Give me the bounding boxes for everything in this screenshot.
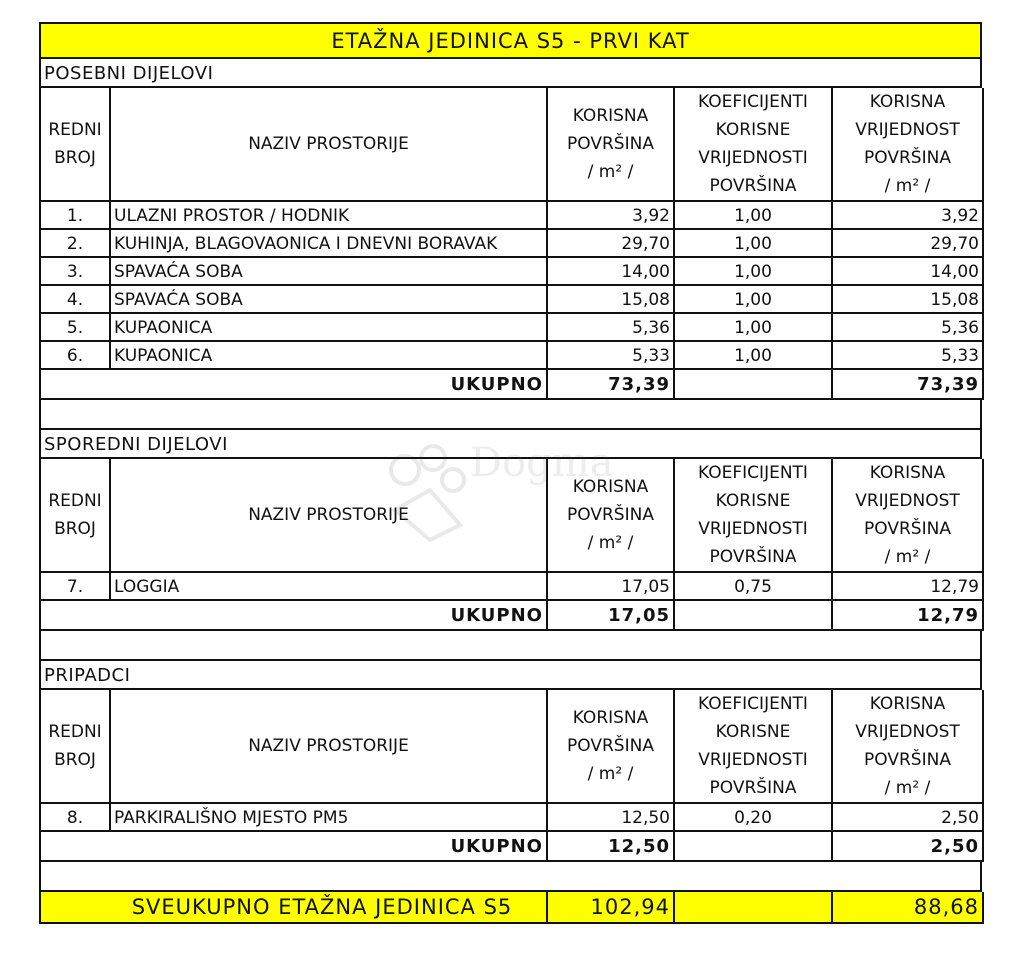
section-heading: POSEBNI DIJELOVI — [39, 59, 982, 88]
header-vrij-line1: KORISNA — [869, 694, 946, 714]
header-vrij-line3: POVRŠINA — [864, 519, 951, 539]
total-label: UKUPNO — [40, 600, 547, 630]
header-korisna-line2: POVRŠINA — [567, 134, 654, 154]
header-koef-line4: POVRŠINA — [709, 778, 797, 798]
row-number: 6. — [40, 341, 110, 369]
row-room-name: SPAVAĆA SOBA — [110, 257, 547, 285]
watermark-text: Dogma — [470, 440, 614, 486]
header-vrij-line1: KORISNA — [869, 92, 946, 112]
header-vrij-line3: POVRŠINA — [864, 148, 951, 168]
total-value: 73,39 — [832, 369, 983, 399]
total-area: 12,50 — [547, 831, 674, 861]
header-koef-line1: KOEFICIJENTI — [698, 694, 808, 714]
total-coef — [674, 369, 832, 399]
header-korisna-povrsina — [547, 88, 674, 201]
header-korisna-vrijednost — [832, 459, 983, 572]
grand-total-row — [40, 892, 983, 923]
row-area: 5,33 — [547, 341, 674, 369]
header-koef-line4: POVRŠINA — [709, 176, 797, 196]
header-row — [40, 690, 983, 803]
grand-total-table — [39, 892, 984, 924]
header-korisna-line3: / m² / — [587, 764, 634, 784]
row-coefficient: 1,00 — [674, 201, 832, 229]
row-area: 15,08 — [547, 285, 674, 313]
header-redni: REDNI — [48, 491, 102, 511]
header-vrij-line2: VRIJEDNOST — [855, 491, 960, 511]
header-koef-line3: VRIJEDNOSTI — [698, 148, 808, 168]
header-redni: REDNI — [48, 722, 102, 742]
total-area: 73,39 — [547, 369, 674, 399]
table-row — [40, 285, 983, 313]
row-area: 5,36 — [547, 313, 674, 341]
spacer-row — [39, 862, 982, 892]
header-koef-line2: KORISNE — [715, 120, 791, 140]
table-row — [40, 341, 983, 369]
row-coefficient: 1,00 — [674, 285, 832, 313]
header-koef-line1: KOEFICIJENTI — [698, 463, 808, 483]
row-area: 17,05 — [547, 572, 674, 600]
row-room-name: KUPAONICA — [110, 341, 547, 369]
header-vrij-line2: VRIJEDNOST — [855, 722, 960, 742]
row-number: 8. — [40, 803, 110, 831]
row-area: 14,00 — [547, 257, 674, 285]
header-korisna-povrsina — [547, 459, 674, 572]
header-korisna-vrijednost — [832, 88, 983, 201]
row-number: 5. — [40, 313, 110, 341]
header-korisna-vrijednost — [832, 690, 983, 803]
row-room-name: PARKIRALIŠNO MJESTO PM5 — [110, 803, 547, 831]
row-value: 14,00 — [832, 257, 983, 285]
header-korisna-line1: KORISNA — [572, 106, 649, 126]
total-coef — [674, 600, 832, 630]
grand-total-value: 88,68 — [832, 892, 983, 923]
table-row — [40, 803, 983, 831]
row-room-name: SPAVAĆA SOBA — [110, 285, 547, 313]
header-koef-line3: VRIJEDNOSTI — [698, 519, 808, 539]
header-vrij-line3: POVRŠINA — [864, 750, 951, 770]
header-broj: BROJ — [54, 750, 96, 770]
header-korisna-line2: POVRŠINA — [567, 736, 654, 756]
header-vrij-line2: VRIJEDNOST — [855, 120, 960, 140]
document-title: ETAŽNA JEDINICA S5 - PRVI KAT — [39, 22, 982, 59]
header-koef-line2: KORISNE — [715, 491, 791, 511]
total-row — [40, 600, 983, 630]
row-number: 4. — [40, 285, 110, 313]
header-koef-line4: POVRŠINA — [709, 547, 797, 567]
header-koef-line2: KORISNE — [715, 722, 791, 742]
row-room-name: KUHINJA, BLAGOVAONICA I DNEVNI BORAVAK — [110, 229, 547, 257]
row-coefficient: 1,00 — [674, 313, 832, 341]
header-redni-broj — [40, 459, 110, 572]
row-room-name: ULAZNI PROSTOR / HODNIK — [110, 201, 547, 229]
header-naziv: NAZIV PROSTORIJE — [110, 690, 547, 803]
total-coef — [674, 831, 832, 861]
header-broj: BROJ — [54, 519, 96, 539]
spacer-row — [39, 631, 982, 661]
row-coefficient: 0,75 — [674, 572, 832, 600]
row-value: 2,50 — [832, 803, 983, 831]
table-row — [40, 313, 983, 341]
total-row — [40, 369, 983, 399]
row-area: 3,92 — [547, 201, 674, 229]
row-area: 12,50 — [547, 803, 674, 831]
section-heading: PRIPADCI — [39, 661, 982, 690]
total-label: UKUPNO — [40, 369, 547, 399]
header-koeficijenti — [674, 690, 832, 803]
row-value: 5,33 — [832, 341, 983, 369]
grand-total-label: SVEUKUPNO ETAŽNA JEDINICA S5 — [40, 892, 547, 923]
row-value: 12,79 — [832, 572, 983, 600]
total-value: 12,79 — [832, 600, 983, 630]
header-koef-line1: KOEFICIJENTI — [698, 92, 808, 112]
header-korisna-line3: / m² / — [587, 533, 634, 553]
header-korisna-povrsina — [547, 690, 674, 803]
row-value: 3,92 — [832, 201, 983, 229]
header-koef-line3: VRIJEDNOSTI — [698, 750, 808, 770]
row-number: 2. — [40, 229, 110, 257]
table-row — [40, 229, 983, 257]
row-coefficient: 1,00 — [674, 229, 832, 257]
header-redni-broj — [40, 690, 110, 803]
row-coefficient: 1,00 — [674, 341, 832, 369]
total-area: 17,05 — [547, 600, 674, 630]
table-row — [40, 201, 983, 229]
header-vrij-line4: / m² / — [884, 778, 931, 798]
row-coefficient: 1,00 — [674, 257, 832, 285]
table-row — [40, 572, 983, 600]
header-korisna-line1: KORISNA — [572, 477, 649, 497]
row-room-name: KUPAONICA — [110, 313, 547, 341]
row-value: 5,36 — [832, 313, 983, 341]
row-value: 29,70 — [832, 229, 983, 257]
sections-container — [39, 59, 982, 892]
grand-total-area: 102,94 — [547, 892, 674, 923]
header-korisna-line2: POVRŠINA — [567, 505, 654, 525]
header-redni-broj — [40, 88, 110, 201]
grand-total-coef — [674, 892, 832, 923]
row-number: 3. — [40, 257, 110, 285]
row-value: 15,08 — [832, 285, 983, 313]
total-label: UKUPNO — [40, 831, 547, 861]
total-row — [40, 831, 983, 861]
row-coefficient: 0,20 — [674, 803, 832, 831]
header-naziv: NAZIV PROSTORIJE — [110, 459, 547, 572]
total-value: 2,50 — [832, 831, 983, 861]
row-room-name: LOGGIA — [110, 572, 547, 600]
section-table — [39, 459, 984, 631]
spacer-row — [39, 400, 982, 430]
header-naziv: NAZIV PROSTORIJE — [110, 88, 547, 201]
section-heading: SPOREDNI DIJELOVI — [39, 430, 982, 459]
row-number: 1. — [40, 201, 110, 229]
row-number: 7. — [40, 572, 110, 600]
table-row — [40, 257, 983, 285]
header-vrij-line1: KORISNA — [869, 463, 946, 483]
header-korisna-line3: / m² / — [587, 162, 634, 182]
header-row — [40, 88, 983, 201]
header-vrij-line4: / m² / — [884, 176, 931, 196]
section-table — [39, 690, 984, 862]
header-vrij-line4: / m² / — [884, 547, 931, 567]
row-area: 29,70 — [547, 229, 674, 257]
header-koeficijenti — [674, 459, 832, 572]
section-table — [39, 88, 984, 400]
header-row — [40, 459, 983, 572]
header-broj: BROJ — [54, 148, 96, 168]
header-koeficijenti — [674, 88, 832, 201]
area-table-sheet — [39, 22, 982, 924]
header-redni: REDNI — [48, 120, 102, 140]
header-korisna-line1: KORISNA — [572, 708, 649, 728]
